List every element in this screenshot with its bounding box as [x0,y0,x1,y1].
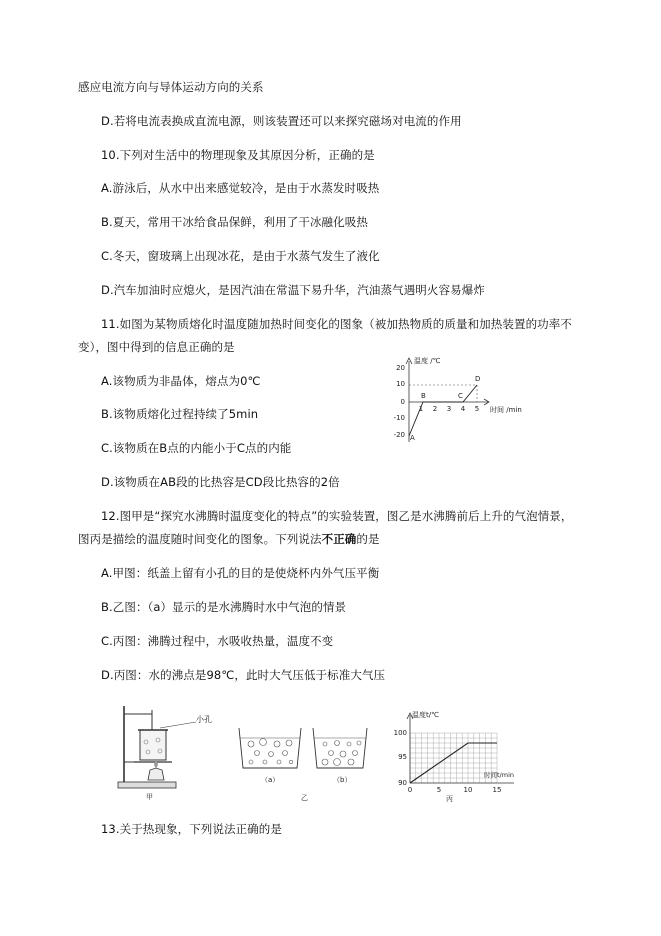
y-tick-label: 95 [398,753,407,761]
point-label-a: A [410,434,415,442]
x-tick-label: 0 [407,786,413,794]
melting-graph [388,354,538,444]
x-tick-label: 5 [436,786,442,794]
stand-base [118,782,176,788]
question-12-line2 [78,532,380,546]
alcohol-lamp [148,768,164,780]
option-10b: B.夏天，常用干冰给食品保鲜，利用了干冰融化吸热 [101,215,368,229]
x-axis-label: 时间t/min [484,771,514,779]
option-10c: C.冬天，窗玻璃上出现冰花，是由于水蒸气发生了液化 [101,249,380,263]
option-12b: B.乙图：（a）显示的是水沸腾时水中气泡的情景 [101,600,347,614]
text-line: 感应电流方向与导体运动方向的关系 [78,80,264,94]
y-tick-label: 20 [396,364,405,372]
option-10a: A.游泳后，从水中出来感觉较冷，是由于水蒸发时吸热 [101,181,380,195]
x-tick-label: 5 [474,405,480,413]
y-tick-label: 0 [400,398,405,406]
q12-text-a: 图丙是描绘的温度随时间变化的图象。下列说法 [78,532,322,546]
option-11d: D.该物质在AB段的比热容是CD段比热容的2倍 [101,475,340,489]
option-11b: B.该物质熔化过程持续了5min [101,407,259,421]
question-12-line1: 12.图甲是“探究水沸腾时温度变化的特点”的实验装置，图乙是水沸腾前后上升的气泡情景， [101,509,573,523]
hole-label: 小孔 [196,715,212,724]
option-12c: C.丙图：沸腾过程中，水吸收热量，温度不变 [101,634,334,648]
option-11c: C.该物质在B点的内能小于C点的内能 [101,441,292,455]
beaker-a [239,728,301,768]
bubbles-a [248,739,293,765]
boiling-apparatus-figure [110,702,225,802]
x-tick-label: 3 [446,405,452,413]
beaker-a-label: （a） [261,776,280,784]
question-11-line2: 变），图中得到的信息正确的是 [78,340,235,354]
y-axis-label: 温度 /℃ [414,357,441,365]
beaker [140,730,166,760]
q12-text-c: 的是 [356,532,380,546]
text-line: D.若将电流表换成直流电源，则该装置还可以来探究磁场对电流的作用 [101,114,462,128]
y-axis-label: 温度t/℃ [412,711,439,719]
x-tick-label: 1 [418,405,424,413]
question-13: 13.关于热现象，下列说法正确的是 [101,822,282,836]
melting-curve [409,385,480,436]
y-tick-label: 100 [393,729,407,737]
point-label-c: C [458,392,463,400]
point-label-d: D [475,375,481,383]
y-tick-label: 10 [396,380,405,388]
y-tick-label: 90 [398,779,407,787]
fig-label-jia: 甲 [146,793,153,801]
y-tick-label: -20 [393,431,405,439]
question-11-line1: 11.如图为某物质熔化时温度随加热时间变化的图象（被加热物质的质量和加热装置的功率不 [101,317,572,331]
bubble-beakers-figure [233,722,373,802]
beaker-b-label: （b） [333,776,352,784]
x-tick-label: 4 [460,405,466,413]
x-axis-label: 时间 /min [490,406,522,414]
option-11a: A.该物质为非晶体，熔点为0℃ [101,374,261,388]
fig-label-bing: 丙 [446,795,453,802]
question-10: 10.下列对生活中的物理现象及其原因分析，正确的是 [101,148,375,162]
boiling-graph [388,707,523,802]
bubbles-b [322,741,361,766]
y-tick-label: -10 [393,414,405,422]
hole-pointer-line [160,722,196,728]
x-tick-label: 10 [463,786,473,794]
q12-emphasis: 不正确 [321,532,357,546]
x-tick-label: 2 [432,405,438,413]
point-label-b: B [421,392,426,400]
option-12a: A.甲图：纸盖上留有小孔的目的是使烧杯内外气压平衡 [101,566,380,580]
fig-label-yi: 乙 [301,794,308,802]
option-10d: D.汽车加油时应熄火，是因汽油在常温下易升华，汽油蒸气遇明火容易爆炸 [101,283,485,297]
beaker-b [313,728,367,768]
x-tick-label: 15 [492,786,502,794]
option-12d: D.丙图：水的沸点是98℃，此时大气压低于标准大气压 [101,668,386,682]
